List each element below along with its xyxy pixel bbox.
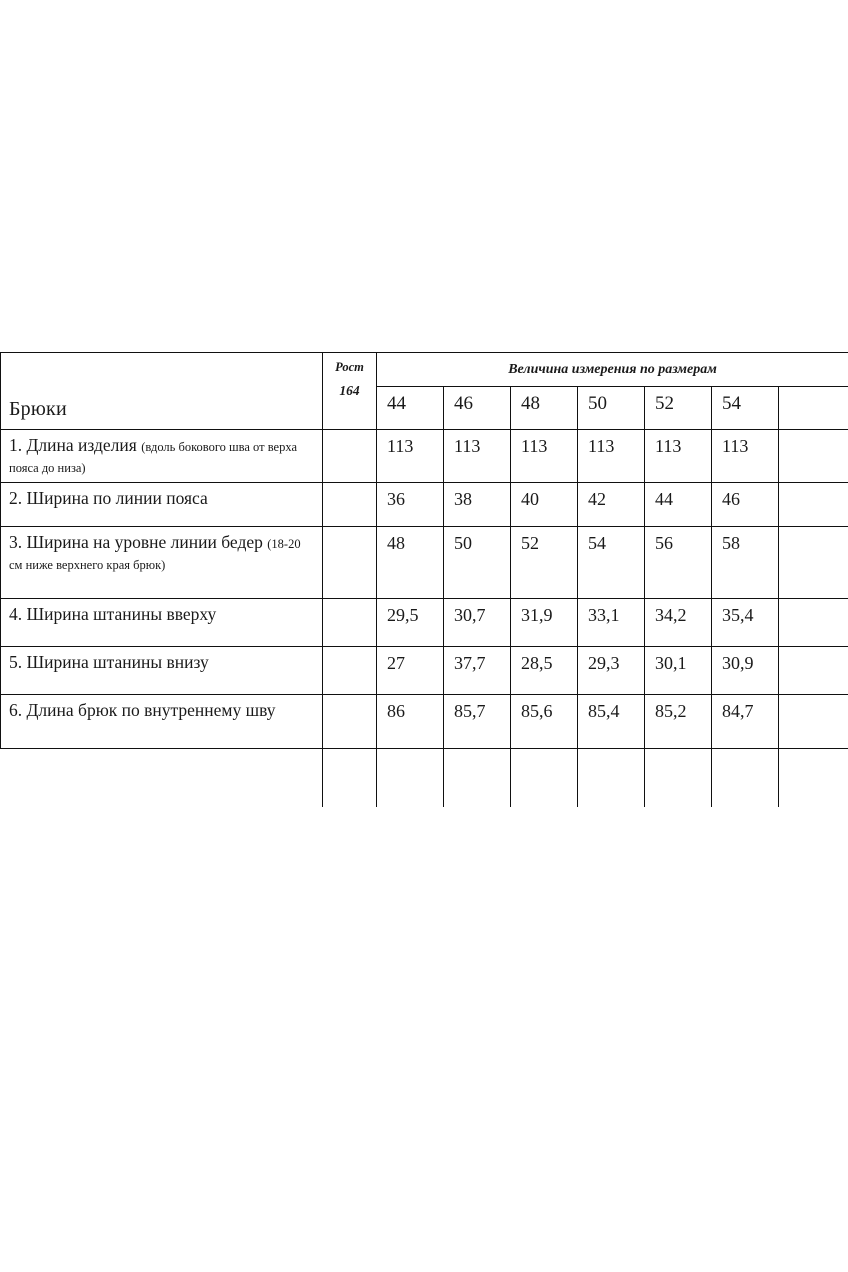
row-5-height-cell [323, 647, 377, 695]
row-1-val-52: 113 [645, 430, 712, 483]
row-3-val-52: 56 [645, 527, 712, 599]
row-3-val-48: 52 [511, 527, 578, 599]
row-3-val-44: 48 [377, 527, 444, 599]
row-6-val-46: 85,7 [444, 695, 511, 749]
table-row [1, 430, 848, 483]
row-5-val-48: 28,5 [511, 647, 578, 695]
row-label-5 [1, 647, 323, 695]
blank-cell-48 [511, 749, 578, 807]
row-4-height-cell [323, 599, 377, 647]
row-2-val-54: 46 [712, 483, 779, 527]
row-4-val-52: 34,2 [645, 599, 712, 647]
row-label-1-note: (вдоль бокового шва от верха пояса до низа) [9, 440, 297, 475]
blank-cell-44 [377, 749, 444, 807]
size-header-46: 46 [444, 387, 511, 429]
size-header-52: 52 [645, 387, 712, 429]
row-label-3-note: (18-20 см ниже верхнего края брюк) [9, 537, 301, 572]
height-column-header [323, 353, 377, 430]
table-row [1, 527, 848, 599]
table-row [1, 695, 848, 749]
row-5-val-54: 30,9 [712, 647, 779, 695]
size-header-50: 50 [578, 387, 645, 429]
row-5-val-44: 27 [377, 647, 444, 695]
row-4-val-44: 29,5 [377, 599, 444, 647]
row-4-val-48: 31,9 [511, 599, 578, 647]
row-2-val-44: 36 [377, 483, 444, 527]
row-3-val-blank [779, 527, 848, 599]
row-4-val-blank [779, 599, 848, 647]
row-label-3-main: 3. Ширина на уровне линии бедер [9, 532, 268, 553]
table-row [1, 483, 848, 527]
row-1-height-cell [323, 430, 377, 483]
row-label-4 [1, 599, 323, 647]
row-6-val-44: 86 [377, 695, 444, 749]
size-header-54: 54 [712, 387, 779, 429]
row-3-val-54: 58 [712, 527, 779, 599]
size-header-48: 48 [511, 387, 578, 429]
row-1-val-blank [779, 430, 848, 483]
measurements-header [377, 353, 848, 430]
blank-height-cell [323, 749, 377, 807]
row-2-val-52: 44 [645, 483, 712, 527]
table-header-row [1, 353, 848, 430]
row-4-val-46: 30,7 [444, 599, 511, 647]
table-row [1, 599, 848, 647]
row-2-height-cell [323, 483, 377, 527]
row-1-val-46: 113 [444, 430, 511, 483]
product-title-cell [1, 353, 323, 430]
row-1-val-48: 113 [511, 430, 578, 483]
size-chart-sheet [0, 352, 848, 807]
row-1-val-54: 113 [712, 430, 779, 483]
row-4-val-54: 35,4 [712, 599, 779, 647]
row-6-val-54: 84,7 [712, 695, 779, 749]
blank-cell-52 [645, 749, 712, 807]
row-3-height-cell [323, 527, 377, 599]
height-label: Рост [335, 360, 364, 374]
row-label-2-main: 2. Ширина по линии пояса [9, 488, 208, 509]
row-2-val-50: 42 [578, 483, 645, 527]
row-label-2 [1, 483, 323, 527]
row-label-1-main: 1. Длина изделия [9, 435, 142, 455]
row-label-3 [1, 527, 323, 599]
row-label-6 [1, 695, 323, 749]
size-table [0, 352, 848, 807]
measurements-caption: Величина измерения по размерам [508, 362, 717, 377]
blank-name-cell [1, 749, 323, 807]
row-6-val-50: 85,4 [578, 695, 645, 749]
size-header-blank [779, 387, 848, 429]
table-row [1, 647, 848, 695]
table-row-blank [1, 749, 848, 807]
row-5-val-50: 29,3 [578, 647, 645, 695]
size-header-44: 44 [377, 387, 444, 429]
blank-cell-46 [444, 749, 511, 807]
page-title: Брюки [9, 398, 67, 420]
height-value: 164 [339, 383, 360, 398]
row-label-5-main: 5. Ширина штанины внизу [9, 652, 209, 673]
row-2-val-48: 40 [511, 483, 578, 527]
row-6-val-48: 85,6 [511, 695, 578, 749]
row-3-val-50: 54 [578, 527, 645, 599]
row-1-val-50: 113 [578, 430, 645, 483]
row-2-val-46: 38 [444, 483, 511, 527]
size-headers [377, 386, 848, 429]
blank-cell-54 [712, 749, 779, 807]
row-2-val-blank [779, 483, 848, 527]
blank-cell-tail [779, 749, 848, 807]
row-5-val-blank [779, 647, 848, 695]
row-label-6-main: 6. Длина брюк по внутреннему шву [9, 700, 276, 721]
row-4-val-50: 33,1 [578, 599, 645, 647]
row-3-val-46: 50 [444, 527, 511, 599]
row-6-val-52: 85,2 [645, 695, 712, 749]
row-label-4-main: 4. Ширина штанины вверху [9, 604, 217, 625]
row-5-val-46: 37,7 [444, 647, 511, 695]
blank-cell-50 [578, 749, 645, 807]
row-label-1 [1, 430, 323, 483]
row-6-val-blank [779, 695, 848, 749]
row-1-val-44: 113 [377, 430, 444, 483]
row-6-height-cell [323, 695, 377, 749]
row-5-val-52: 30,1 [645, 647, 712, 695]
